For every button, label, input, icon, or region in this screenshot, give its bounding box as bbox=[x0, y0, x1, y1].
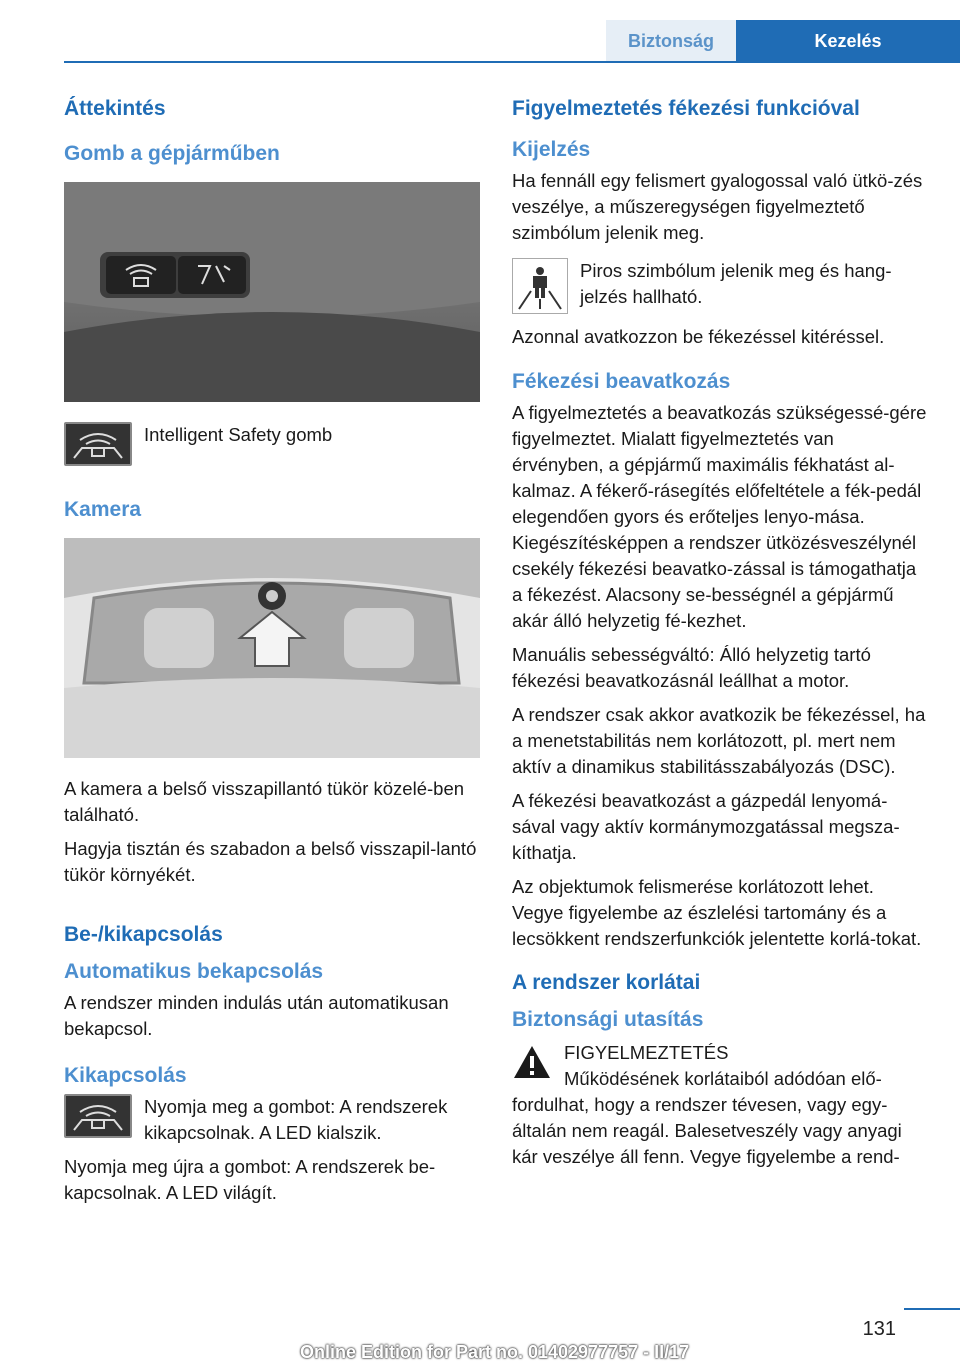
off-instruction bbox=[64, 1094, 480, 1146]
symbol-row bbox=[512, 258, 928, 314]
heading-on-off: Be-/kikapcsolás bbox=[64, 923, 223, 946]
button-caption: Intelligent Safety gomb bbox=[144, 424, 333, 445]
heading-camera: Kamera bbox=[64, 498, 142, 521]
warning-title: FIGYELMEZTETÉS bbox=[564, 1042, 729, 1063]
display-text: Ha fennáll egy felismert gyalogossal való ütkö-zés veszélye, a műszeregységen figyelmeztető szimbólum jelenik meg. bbox=[512, 170, 923, 243]
auto-on-text: A rendszer minden indulás után automatikusan bekapcsol. bbox=[64, 992, 449, 1039]
react-text: Azonnal avatkozzon be fékezéssel kitéréssel. bbox=[512, 326, 885, 347]
heading-button: Gomb a gépjárműben bbox=[64, 142, 280, 165]
off-text: Nyomja meg a gombot: A rendszerek kikapcsolnak. A LED kialszik. bbox=[144, 1096, 448, 1143]
header-divider bbox=[64, 61, 960, 63]
heading-safety-note: Biztonsági utasítás bbox=[512, 1008, 704, 1031]
button-photo bbox=[64, 182, 480, 402]
brake-text-4: A fékezési beavatkozást a gázpedál lenyomá-sával vagy aktív kormánymozgatással megsza-kíthatja. bbox=[512, 790, 900, 863]
button-legend bbox=[64, 422, 480, 466]
heading-auto-on: Automatikus bekapcsolás bbox=[64, 960, 324, 983]
intelligent-safety-icon bbox=[64, 422, 132, 466]
heading-brake-warning: Figyelmeztetés fékezési funkcióval bbox=[512, 97, 860, 120]
page-number: 131 bbox=[862, 1318, 896, 1340]
intelligent-safety-icon bbox=[64, 1094, 132, 1138]
section-tab-operation[interactable]: Kezelés bbox=[736, 20, 960, 62]
heading-display: Kijelzés bbox=[512, 138, 591, 161]
right-column bbox=[512, 96, 928, 1178]
brake-text-3: A rendszer csak akkor avatkozik be fékezéssel, ha a menetstabilitás nem korlátozott, pl. mert nem aktív a dinamikus stabilitásszabályozás (DSC). bbox=[512, 704, 926, 777]
warning-text-line1: Működésének korlátaiból adódóan elő- bbox=[564, 1068, 882, 1089]
camera-text-2: Hagyja tisztán és szabadon a belső visszapil-lantó tükör környékét. bbox=[64, 838, 477, 885]
heading-overview: Áttekintés bbox=[64, 97, 166, 120]
camera-text-1: A kamera a belső visszapillantó tükör közelé-ben található. bbox=[64, 778, 465, 825]
footer-divider bbox=[904, 1308, 960, 1310]
heading-brake-intervention: Fékezési beavatkozás bbox=[512, 370, 731, 393]
camera-photo bbox=[64, 538, 480, 758]
heading-off: Kikapcsolás bbox=[64, 1064, 187, 1087]
section-tab-safety[interactable]: Biztonság bbox=[606, 20, 736, 62]
brake-text-5: Az objektumok felismerése korlátozott lehet. Vegye figyelembe az észlelési tartomány és a lecsökkent rendszerfunkciók jelentette korlá-tokat. bbox=[512, 876, 922, 949]
symbol-text: Piros szimbólum jelenik meg és hang-jelzés hallható. bbox=[580, 260, 892, 307]
page-header bbox=[0, 0, 960, 62]
warning-block bbox=[512, 1040, 928, 1092]
left-column bbox=[64, 96, 480, 1214]
edition-watermark: Online Edition for Part no. 01402977757 - II/17 bbox=[300, 1342, 690, 1362]
pedestrian-warning-icon bbox=[512, 258, 568, 314]
warning-triangle-icon bbox=[512, 1044, 552, 1080]
on-again-text: Nyomja meg újra a gombot: A rendszerek be-kapcsolnak. A LED világít. bbox=[64, 1156, 436, 1203]
heading-limits: A rendszer korlátai bbox=[512, 971, 701, 994]
warning-text: fordulhat, hogy a rendszer tévesen, vagy egy-általán nem reagál. Balesetveszély vagy anyagi kár veszélye áll fenn. Vegye figyelembe a rend- bbox=[512, 1094, 902, 1167]
brake-text-1: A figyelmeztetés a beavatkozás szükségessé-gére figyelmeztet. Mialatt figyelmeztetés van érvényben, a gépjármű maximális fékhatást al-kalmaz. A fékerő-rásegítés előfeltétele a fék-pedál elegendően gyors és erőteljes lenyo-mása. Kiegészítésképpen a rendszer ütközésveszélynél csekély fékezési beavatko-zással is támogathatja a fékezést. Alacsony se-bességnél a gépjármű akár álló helyzetig fé-kezhet. bbox=[512, 402, 927, 631]
brake-text-2: Manuális sebességváltó: Álló helyzetig tartó fékezési beavatkozásnál leállhat a motor. bbox=[512, 644, 871, 691]
